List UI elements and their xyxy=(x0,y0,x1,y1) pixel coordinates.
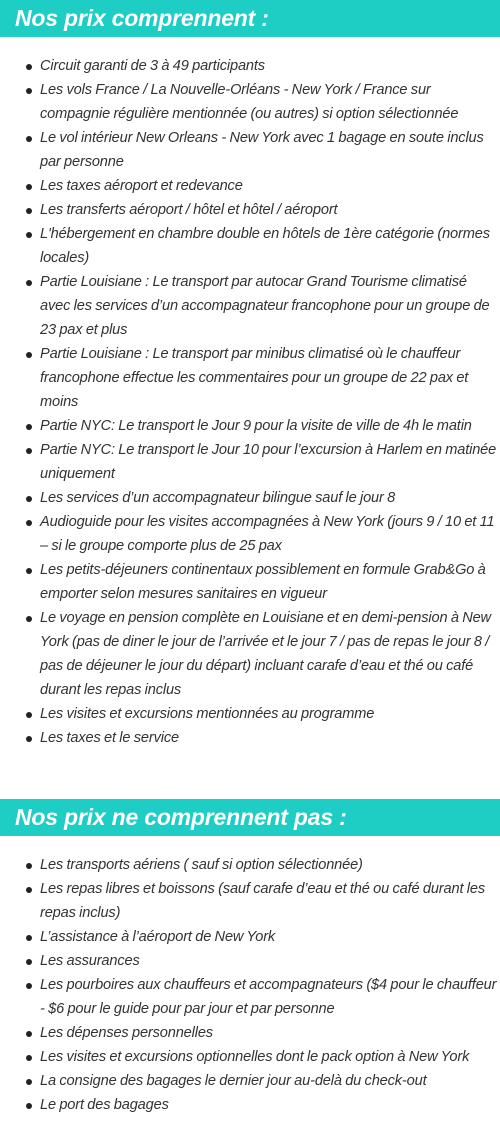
included-item xyxy=(0,486,500,510)
excluded-item xyxy=(0,1093,500,1117)
bullet-icon xyxy=(26,616,32,622)
included-item-text: Le voyage en pension complète en Louisiane et en demi-pension à New York (pas de diner le jour de l’arrivée et le jour 7 / pas de repas le jour 8 / pas de déjeuner le jour du départ) incluant carafe d’eau et thé ou café durant les repas inclus xyxy=(40,610,491,698)
included-item xyxy=(0,222,500,270)
bullet-icon xyxy=(26,983,32,989)
bullet-icon xyxy=(26,184,32,190)
included-item xyxy=(0,510,500,558)
included-item-text: Audioguide pour les visites accompagnées à New York (jours 9 / 10 et 11 – si le groupe comporte plus de 25 pax xyxy=(40,514,495,554)
included-item xyxy=(0,270,500,342)
excluded-item xyxy=(0,973,500,1021)
included-item-text: Partie NYC: Le transport le Jour 9 pour la visite de ville de 4h le matin xyxy=(40,418,472,434)
excluded-item-text: L’assistance à l’aéroport de New York xyxy=(40,929,276,945)
excluded-item-text: La consigne des bagages le dernier jour au-delà du check-out xyxy=(40,1073,427,1089)
excluded-item-text: Le port des bagages xyxy=(40,1097,169,1113)
bullet-icon xyxy=(26,280,32,286)
excluded-item xyxy=(0,925,500,949)
included-item-text: L'hébergement en chambre double en hôtels de 1ère catégorie (normes locales) xyxy=(40,226,490,266)
excluded-list xyxy=(0,836,500,1117)
bullet-icon xyxy=(26,863,32,869)
bullet-icon xyxy=(26,887,32,893)
included-item-text: Les vols France / La Nouvelle-Orléans - New York / France sur compagnie régulière mentionnée (ou autres) si option sélectionnée xyxy=(40,82,459,122)
excluded-item-text: Les assurances xyxy=(40,953,140,969)
bullet-icon xyxy=(26,88,32,94)
included-item xyxy=(0,606,500,702)
included-item-text: Les services d’un accompagnateur bilingue sauf le jour 8 xyxy=(40,490,396,506)
excluded-item-text: Les dépenses personnelles xyxy=(40,1025,213,1041)
excluded-item xyxy=(0,949,500,973)
included-item xyxy=(0,558,500,606)
bullet-icon xyxy=(26,64,32,70)
bullet-icon xyxy=(26,520,32,526)
included-item-text: Les transferts aéroport / hôtel et hôtel / aéroport xyxy=(40,202,338,218)
included-item xyxy=(0,726,500,750)
included-item xyxy=(0,78,500,126)
included-title: Nos prix comprennent : xyxy=(0,0,500,37)
excluded-item-text: Les pourboires aux chauffeurs et accompagnateurs ($4 pour le chauffeur - $6 pour le guide pour par jour et par personne xyxy=(40,977,497,1017)
bullet-icon xyxy=(26,712,32,718)
bullet-icon xyxy=(26,1103,32,1109)
excluded-section xyxy=(0,799,500,1117)
excluded-title: Nos prix ne comprennent pas : xyxy=(0,799,500,836)
included-item-text: Partie Louisiane : Le transport par autocar Grand Tourisme climatisé avec les services d’un accompagnateur francophone pour un groupe de 23 pax et plus xyxy=(40,274,490,338)
included-item xyxy=(0,54,500,78)
included-item-text: Les petits-déjeuners continentaux possiblement en formule Grab&Go à emporter selon mesures sanitaires en vigueur xyxy=(40,562,486,602)
included-item xyxy=(0,126,500,174)
bullet-icon xyxy=(26,1079,32,1085)
included-item-text: Partie Louisiane : Le transport par minibus climatisé où le chauffeur francophone effectue les commentaires pour un groupe de 22 pax et moins xyxy=(40,346,469,410)
included-item xyxy=(0,198,500,222)
included-item xyxy=(0,174,500,198)
excluded-item xyxy=(0,853,500,877)
included-item xyxy=(0,414,500,438)
bullet-icon xyxy=(26,959,32,965)
included-item-text: Partie NYC: Le transport le Jour 10 pour l’excursion à Harlem en matinée uniquement xyxy=(40,442,497,482)
included-item xyxy=(0,702,500,726)
bullet-icon xyxy=(26,496,32,502)
excluded-item-text: Les transports aériens ( sauf si option sélectionnée) xyxy=(40,857,363,873)
included-item xyxy=(0,342,500,414)
excluded-item-text: Les visites et excursions optionnelles dont le pack option à New York xyxy=(40,1049,470,1065)
included-item-text: Les taxes et le service xyxy=(40,730,179,746)
excluded-item xyxy=(0,1045,500,1069)
excluded-item xyxy=(0,1069,500,1093)
included-item-text: Les taxes aéroport et redevance xyxy=(40,178,243,194)
bullet-icon xyxy=(26,1031,32,1037)
bullet-icon xyxy=(26,352,32,358)
bullet-icon xyxy=(26,736,32,742)
included-item-text: Les visites et excursions mentionnées au programme xyxy=(40,706,375,722)
included-item-text: Le vol intérieur New Orleans - New York avec 1 bagage en soute inclus par personne xyxy=(40,130,484,170)
bullet-icon xyxy=(26,935,32,941)
bullet-icon xyxy=(26,1055,32,1061)
bullet-icon xyxy=(26,208,32,214)
bullet-icon xyxy=(26,448,32,454)
excluded-item xyxy=(0,877,500,925)
excluded-item-text: Les repas libres et boissons (sauf carafe d’eau et thé ou café durant les repas inclus) xyxy=(40,881,485,921)
bullet-icon xyxy=(26,424,32,430)
excluded-item xyxy=(0,1021,500,1045)
bullet-icon xyxy=(26,232,32,238)
bullet-icon xyxy=(26,136,32,142)
included-item-text: Circuit garanti de 3 à 49 participants xyxy=(40,58,265,74)
bullet-icon xyxy=(26,568,32,574)
included-item xyxy=(0,438,500,486)
included-list xyxy=(0,37,500,750)
